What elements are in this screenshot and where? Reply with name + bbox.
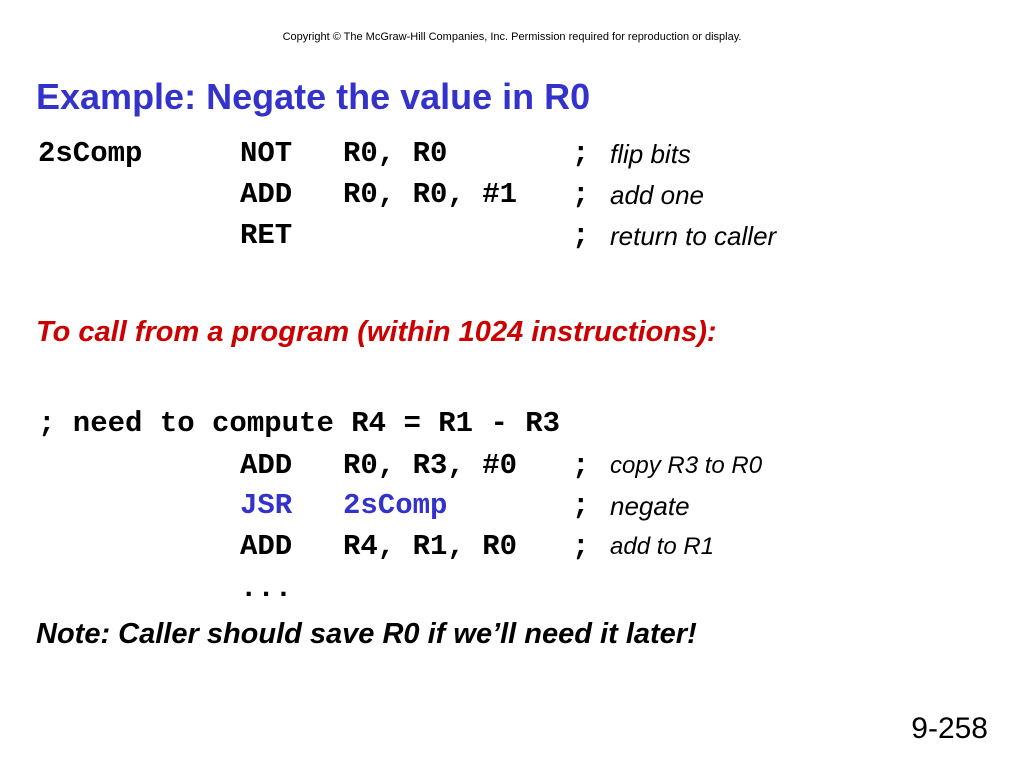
code-semicolon: ; xyxy=(572,219,590,252)
caller-comment: ; need to compute R4 = R1 - R3 xyxy=(38,407,561,440)
code-opcode: RET xyxy=(240,219,293,252)
code-ellipsis: ... xyxy=(240,572,293,605)
code-comment: add one xyxy=(610,180,704,210)
slide-title: Example: Negate the value in R0 xyxy=(36,76,591,117)
code-operands-jsr: 2sComp xyxy=(343,489,448,522)
caller-line-4 xyxy=(0,570,1024,608)
code-operands: R0, R3, #0 xyxy=(343,449,518,482)
code-comment: negate xyxy=(610,491,690,521)
code-semicolon: ; xyxy=(572,449,590,482)
code-comment: copy R3 to R0 xyxy=(610,452,763,479)
code-comment: return to caller xyxy=(610,221,777,251)
code-comment: flip bits xyxy=(610,139,691,169)
page-number: 9-258 xyxy=(911,712,988,745)
code-comment: add to R1 xyxy=(610,533,715,560)
code-label: 2sComp xyxy=(38,137,143,170)
code-operands: R4, R1, R0 xyxy=(343,530,518,563)
caller-comment-line xyxy=(0,405,1024,443)
caller-line-1 xyxy=(0,447,1024,485)
caller-note: Note: Caller should save R0 if we’ll need it later! xyxy=(36,618,697,650)
code-opcode: ADD xyxy=(240,449,293,482)
copyright-notice: Copyright © The McGraw-Hill Companies, Inc. Permission required for reproduction or display. xyxy=(282,31,742,43)
code-opcode-jsr: JSR xyxy=(240,489,293,522)
code-semicolon: ; xyxy=(572,530,590,563)
code-semicolon: ; xyxy=(572,489,590,522)
code-line-1 xyxy=(0,135,1024,173)
code-operands: R0, R0, #1 xyxy=(343,178,518,211)
code-line-2 xyxy=(0,176,1024,214)
code-opcode: ADD xyxy=(240,530,293,563)
caller-line-2 xyxy=(0,487,1024,525)
code-semicolon: ; xyxy=(572,178,590,211)
call-heading: To call from a program (within 1024 instructions): xyxy=(36,316,717,348)
code-opcode: NOT xyxy=(240,137,293,170)
caller-line-3 xyxy=(0,528,1024,566)
code-line-3 xyxy=(0,217,1024,255)
code-opcode: ADD xyxy=(240,178,293,211)
code-semicolon: ; xyxy=(572,137,590,170)
code-operands: R0, R0 xyxy=(343,137,448,170)
